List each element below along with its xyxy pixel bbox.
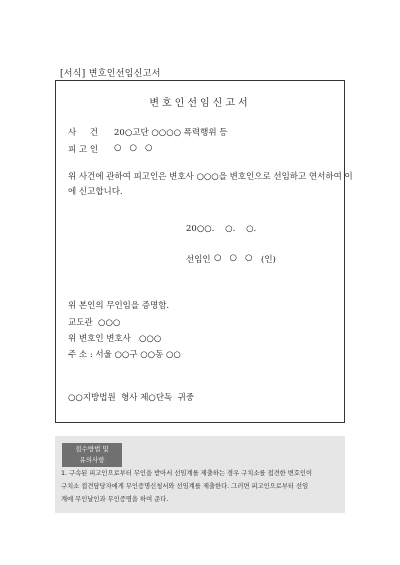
defendant-value: ○ ○ ○: [114, 143, 153, 153]
body-line-2: 에 신고합니다.: [68, 187, 123, 197]
notes-tag: [62, 443, 122, 467]
appointer-label: 선임인: [186, 255, 211, 265]
body-line-1: 위 사건에 관하여 피고인은 변호사 ○○○을 변호인으로 선임하고 연서하여 이: [68, 172, 353, 182]
defendant-label: 피 고 인: [68, 145, 99, 155]
case-label: 사 건: [68, 128, 98, 138]
notes-line: 구치소 접견담당자에게 무인증명신청서와 선임계를 제출한다. 그러면 피고인으로부터 선임: [61, 483, 309, 490]
notes-tag-line-2: 유의사항: [79, 456, 105, 464]
form-label: [서식] 변호인선임신고서: [60, 69, 161, 79]
case-value: 20○고단 ○○○○ 폭력행위 등: [114, 128, 228, 138]
submission-date: 20○○. ○. ○.: [186, 224, 257, 234]
notes-text: [61, 467, 343, 506]
notes-line: 1. 구속된 피고인으로부터 무인을 받아서 선임계를 제출하는 경우 구치소를 접견한 변호인이: [61, 470, 313, 477]
attestation-text: 위 본인의 무인임을 증명함.: [68, 301, 170, 311]
notes-tag-line-1: 접수방법 및: [75, 445, 109, 453]
address-line: 주 소 : 서울 ○○구 ○○동 ○○: [68, 350, 181, 360]
form-document: [55, 80, 353, 423]
court-recipient: ○○지방법원 형사 제○단독 귀중: [68, 393, 195, 403]
notes-line: 계에 무인날인과 무인증명을 하여 준다.: [61, 496, 169, 503]
notes-panel: [55, 436, 345, 513]
prison-officer: 교도관 ○○○: [68, 318, 121, 328]
seal-mark: (인): [261, 255, 276, 265]
form-title: 변호인선임신고서: [149, 98, 251, 109]
appointer-name: ○ ○ ○: [214, 253, 253, 263]
lawyer-line: 위 변호인 변호사 ○○○: [68, 334, 162, 344]
